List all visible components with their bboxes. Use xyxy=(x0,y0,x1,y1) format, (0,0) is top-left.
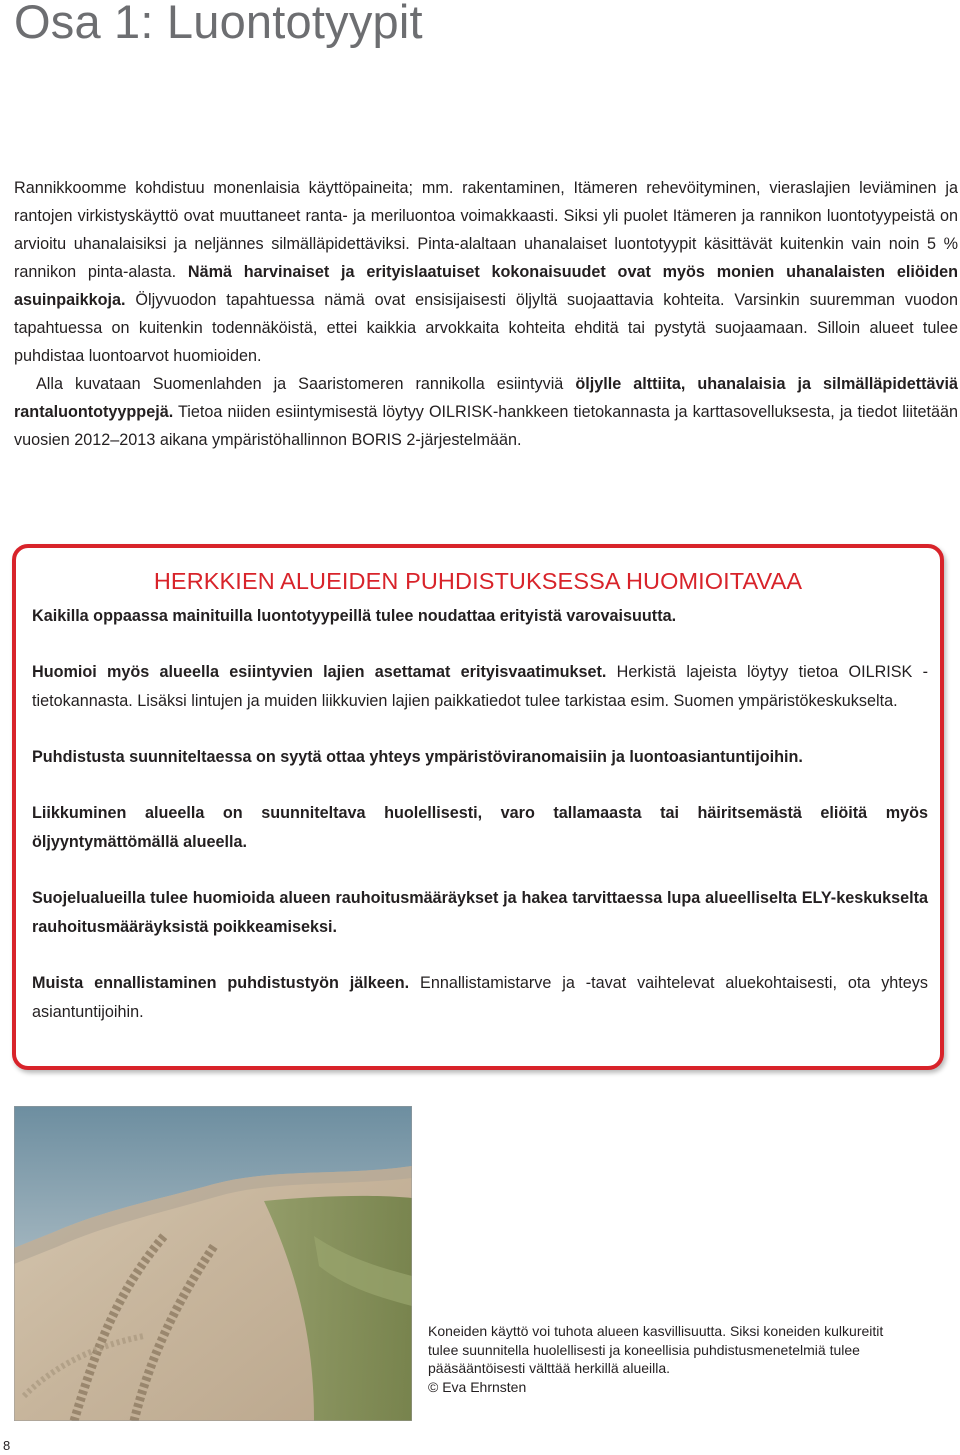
notice-item-6-bold: Muista ennallistaminen puhdistustyön jälkeen. xyxy=(32,974,410,992)
notice-title: HERKKIEN ALUEIDEN PUHDISTUKSESSA HUOMIOITAVAA xyxy=(153,568,803,594)
notice-item-1-bold: Kaikilla oppaassa mainituilla luontotyypeillä tulee noudattaa erityistä varovaisuutta. xyxy=(32,607,677,625)
page-title: Osa 1: Luontotyypit xyxy=(14,0,423,48)
intro-p2-text-2: Tietoa niiden esiintymisestä löytyy OILRISK-hankkeen tietokannasta ja karttasovelluksesta, ja tiedot liitetään vuosien 2012–2013 aikana ympäristöhallinnon BORIS 2-järjestelmään. xyxy=(14,403,958,449)
intro-p1-text-1: Rannikkoomme kohdistuu monenlaisia käyttöpaineita; mm. rakentaminen, Itämeren rehevöityminen, vieraslajien leviäminen ja rantojen virkistyskäyttö ovat muuttaneet ranta- ja meriluontoa voimakkaasti. Siksi yli puolet Itämeren ja rannikon luontotyypeistä on arvioitu uhanalaisiksi ja neljännes silmälläpidettäviksi. Pinta-alaltaan uhanalaiset luontotyypit käsittävät kuitenkin vain noin 5 % rannikon pinta-alasta. xyxy=(14,179,958,281)
beach-photo xyxy=(14,1106,412,1421)
intro-p2-emphasis: öljylle alttiita, uhanalaisia ja silmälläpidettäviä rantaluontotyyppejä. xyxy=(14,375,958,421)
notice-item-5-bold: Suojelualueilla tulee huomioida alueen rauhoitusmääräykset ja hakea tarvittaessa lupa alueelliselta ELY-keskukselta rauhoitusmääräyksistä poikkeamiseksi. xyxy=(32,889,928,936)
notice-item-4-bold: Liikkuminen alueella on suunniteltava huolellisesti, varo tallamaasta tai häiritsemästä eliöitä myös öljyyntymättömällä alueella. xyxy=(32,804,928,851)
notice-item-6 xyxy=(32,969,928,1027)
notice-item-4 xyxy=(32,799,928,857)
notice-item-2-bold: Huomioi myös alueella esiintyvien lajien asettamat erityisvaatimukset. xyxy=(32,663,607,681)
notice-item-3 xyxy=(32,743,928,772)
intro-p2-text-1: Alla kuvataan Suomenlahden ja Saaristomeren rannikolla esiintyviä xyxy=(36,375,576,393)
notice-item-1 xyxy=(32,602,928,631)
notice-box xyxy=(12,544,944,1070)
notice-item-2-text: Herkistä lajeista löytyy tietoa OILRISK -tietokannasta. Lisäksi lintujen ja muiden liikkuvien lajien paikkatiedot tulee tarkistaa esim. Suomen ympäristökeskukselta. xyxy=(32,663,929,710)
notice-item-3-bold: Puhdistusta suunniteltaessa on syytä ottaa yhteys ympäristöviranomaisiin ja luontoasiantuntijoihin. xyxy=(32,748,803,766)
page-number: 8 xyxy=(3,1438,11,1453)
beach-photo-illustration xyxy=(14,1106,412,1421)
intro-paragraph-1 xyxy=(14,174,958,370)
caption-text: Koneiden käyttö voi tuhota alueen kasvillisuutta. Siksi koneiden kulkureitit tulee suunnitella huolellisesti ja koneellisia puhdistusmenetelmiä tulee pääsääntöisesti välttää herkillä alueilla. xyxy=(428,1323,884,1376)
intro-paragraph-2 xyxy=(14,370,958,454)
intro-text xyxy=(14,174,958,454)
intro-p1-emphasis: Nämä harvinaiset ja erityislaatuiset kokonaisuudet ovat myös monien uhanalaisten eliöiden asuinpaikkoja. xyxy=(14,263,958,309)
notice-item-6-text: Ennallistamistarve ja -tavat vaihtelevat aluekohtaisesti, ota yhteys asiantuntijoihin. xyxy=(32,974,928,1021)
photo-credit: © Eva Ehrnsten xyxy=(428,1378,527,1395)
intro-p1-text-2: Öljyvuodon tapahtuessa nämä ovat ensisijaisesti öljyltä suojaattavia kohteita. Varsinkin suuremman vuodon tapahtuessa on kuitenkin todennäköistä, ettei kaikkia arvokkaita kohteita ehditä tai pystytä suojaamaan. Silloin alueet tulee puhdistaa luontoarvot huomioiden. xyxy=(14,291,958,365)
photo-caption xyxy=(428,1322,898,1396)
notice-item-2 xyxy=(32,658,928,716)
notice-body xyxy=(32,602,928,1054)
notice-item-5 xyxy=(32,884,928,942)
